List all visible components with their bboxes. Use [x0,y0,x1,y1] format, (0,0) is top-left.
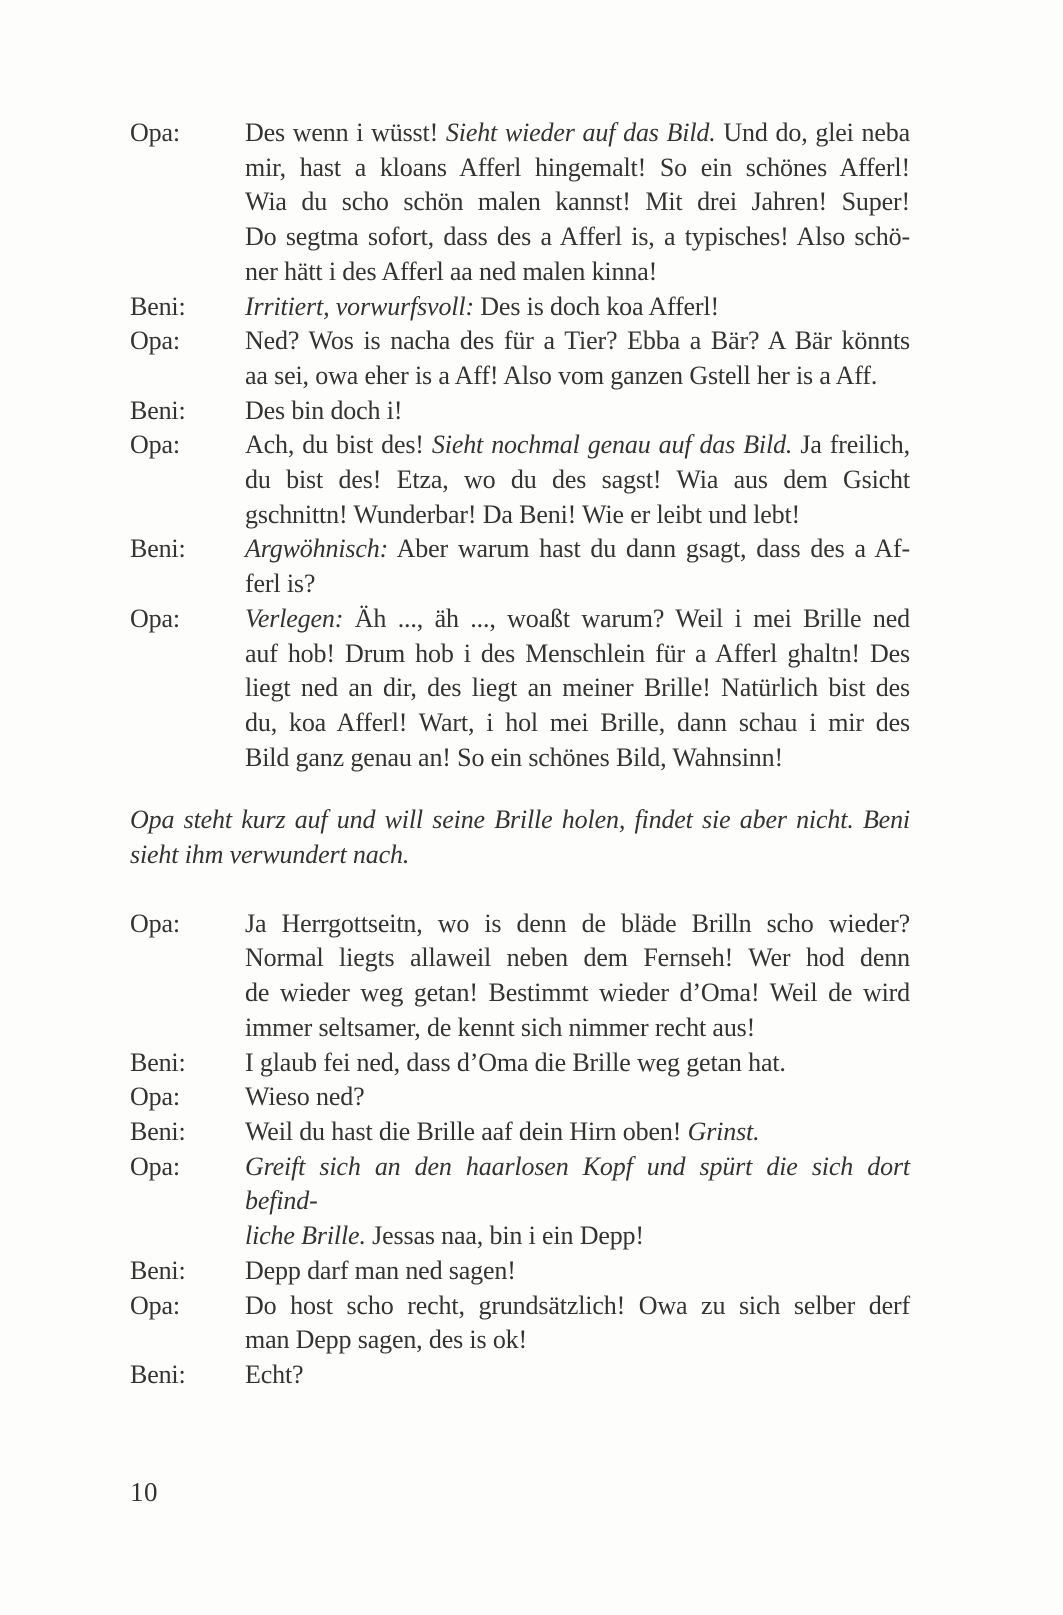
text-segment: Des is doch koa Afferl! [473,291,719,321]
text-line [245,1046,910,1081]
speaker-label: Beni: [130,1116,186,1146]
text-segment: Ja freilich, [792,430,910,460]
italic-text-segment: Argwöhnisch: [245,534,389,564]
text-line [245,1358,910,1393]
text-segment: liegt ned an dir, des liegt an meiner Brille! Natürlich bist des [245,673,910,703]
text-segment: Wia du scho schön malen kannst! Mit drei Jahren! Super! [245,187,910,217]
text-segment: gschnittn! Wunderbar! Da Beni! Wie er leibt und lebt! [245,499,801,529]
text-line [245,671,910,706]
speaker-label: Opa: [130,118,180,147]
text-segment: du, koa Afferl! Wart, i hol mei Brille, dann schau i mir des [245,707,910,737]
text-line [245,567,910,602]
text-segment: Depp darf man ned sagen! [245,1255,516,1285]
dialogue-block [130,602,910,776]
text-line [245,359,910,394]
speech-text [245,1150,910,1254]
speaker-label: Beni: [130,534,186,564]
text-segment: ner hätt i des Afferl aa ned malen kinna! [245,256,658,286]
text-segment: Des bin doch i! [245,395,403,425]
speaker-label: Beni: [130,1359,186,1389]
text-line [245,463,910,498]
text-segment: Ja Herrgottseitn, wo is denn de bläde Brilln scho wieder? [245,908,910,938]
text-line [245,185,910,220]
text-line [245,941,910,976]
text-segment: Wieso ned? [245,1082,365,1112]
italic-text-segment: Opa steht kurz auf und will seine Brille holen, findet sie aber nicht. Beni [130,805,910,835]
text-line [245,1254,910,1289]
dialogue-block [130,324,910,393]
text-line [245,706,910,741]
italic-text-segment: Sieht nochmal genau auf das Bild. [431,430,793,460]
stage-direction [130,803,910,872]
italic-text-segment: Sieht wieder auf das Bild. [445,118,716,147]
dialogue-block [130,1358,910,1393]
speech-text [245,290,910,325]
text-line [245,394,910,429]
text-segment: Do segtma sofort, dass des a Afferl is, a typisches! Also schö- [245,222,910,252]
speech-text [245,1358,910,1393]
dialogue-block [130,907,910,1046]
speaker-label: Opa: [130,603,180,633]
dialogue-block [130,1254,910,1289]
text-line [245,290,910,325]
text-line [245,1080,910,1115]
text-line [130,838,910,873]
stage-text [130,803,910,872]
speech-text [245,324,910,393]
text-segment: Aber warum hast du dann gsagt, dass des a Af- [388,534,910,564]
speaker-label: Opa: [130,908,180,938]
speaker-label: Opa: [130,1082,180,1112]
text-line [245,637,910,672]
dialogue-block [130,116,910,290]
text-line [245,1219,910,1254]
text-segment: Echt? [245,1359,304,1389]
dialogue-block [130,532,910,601]
text-line [245,1150,910,1219]
text-line [245,741,910,776]
speaker-label: Opa: [130,1151,180,1181]
text-line [245,907,910,942]
text-segment: Äh ..., äh ..., woaßt warum? Weil i mei Brille ned [343,603,910,633]
speech-text [245,394,910,429]
text-line [245,255,910,290]
dialogue-block [130,394,910,429]
italic-text-segment: liche Brille. [245,1221,366,1251]
speech-text [245,1080,910,1115]
italic-text-segment: sieht ihm verwundert nach. [130,840,410,870]
speech-text [245,907,910,1046]
text-line [130,803,910,838]
text-segment: ferl is? [245,569,316,599]
text-segment: Weil du hast die Brille aaf dein Hirn oben! [245,1116,688,1146]
text-segment: aa sei, owa eher is a Aff! Also vom ganzen Gstell her is a Aff. [245,360,878,390]
text-segment: mir, hast a kloans Afferl hingemalt! So ein schönes Afferl! [245,152,910,182]
text-segment: I glaub fei ned, dass d’Oma die Brille weg getan hat. [245,1047,786,1077]
text-line [245,151,910,186]
italic-text-segment: Verlegen: [245,603,344,633]
text-line [245,1115,910,1150]
dialogue-block [130,1289,910,1358]
speaker-label: Opa: [130,326,180,356]
text-segment: du bist des! Etza, wo du des sagst! Wia aus dem Gsicht [245,465,910,495]
dialogue-block [130,1046,910,1081]
text-segment: Normal liegts allaweil neben dem Fernseh! Wer hod denn [245,943,910,973]
text-line [245,1011,910,1046]
text-line [245,602,910,637]
speech-text [245,116,910,290]
text-line [245,532,910,567]
text-line [245,1323,910,1358]
text-line [245,116,910,151]
speech-text [245,1289,910,1358]
speech-text [245,1254,910,1289]
dialogue-block [130,290,910,325]
dialogue-block [130,1150,910,1254]
speaker-label: Opa: [130,430,180,460]
text-line [245,498,910,533]
dialogue-block [130,1115,910,1150]
text-segment: de wieder weg getan! Bestimmt wieder d’Oma! Weil de wird [245,978,910,1008]
speech-text [245,1046,910,1081]
speaker-label: Beni: [130,1047,186,1077]
text-segment: man Depp sagen, des is ok! [245,1325,528,1355]
text-line [245,976,910,1011]
italic-text-segment: Grinst. [687,1116,760,1146]
text-line [245,324,910,359]
text-segment: Des wenn i wüsst! [245,118,446,147]
dialogue-block [130,428,910,532]
text-segment: Jessas naa, bin i ein Depp! [365,1221,644,1251]
text-segment: auf hob! Drum hob i des Menschlein für a Afferl ghaltn! Des [245,638,910,668]
text-line [245,428,910,463]
text-segment: immer seltsamer, de kennt sich nimmer recht aus! [245,1012,756,1042]
speaker-label: Opa: [130,1290,180,1320]
page-number: 10 [130,1477,158,1507]
italic-text-segment: Greift sich an den haarlosen Kopf und spürt die sich dort befind- [245,1151,910,1216]
text-line [245,1289,910,1324]
text-segment: Ach, du bist des! [245,430,432,460]
text-segment: Ned? Wos is nacha des für a Tier? Ebba a Bär? A Bär könnts [245,326,910,356]
speech-text [245,428,910,532]
text-line [245,220,910,255]
speaker-label: Beni: [130,395,186,425]
speech-text [245,1115,910,1150]
speaker-label: Beni: [130,291,186,321]
text-segment: Bild ganz genau an! So ein schönes Bild, Wahnsinn! [245,742,784,772]
text-segment: Do host scho recht, grundsätzlich! Owa zu sich selber derf [245,1290,910,1320]
speech-text [245,602,910,776]
italic-text-segment: Irritiert, vorwurfsvoll: [245,291,474,321]
dialogue-block [130,1080,910,1115]
speech-text [245,532,910,601]
text-segment: Und do, glei neba [715,118,910,147]
speaker-label: Beni: [130,1255,186,1285]
